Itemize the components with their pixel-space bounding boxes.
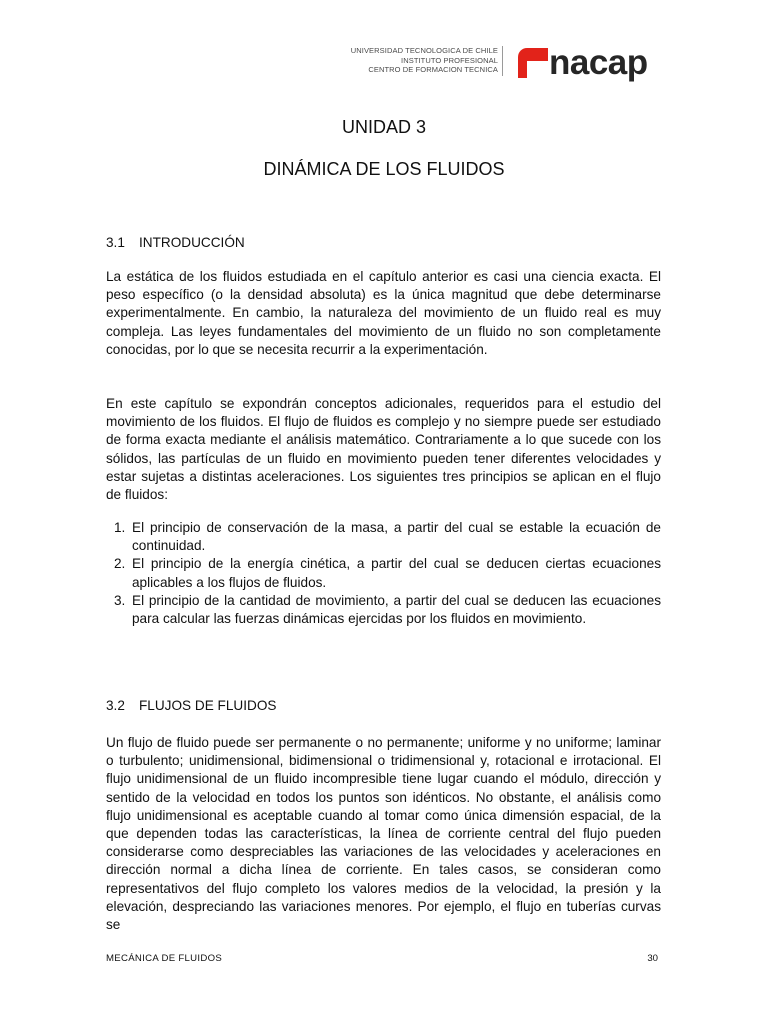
section-number: 3.1	[106, 235, 125, 250]
page-number: 30	[647, 953, 658, 964]
logo-mark-icon	[518, 48, 548, 78]
logo-text: nacap	[549, 43, 648, 82]
footer-course-name: MECÁNICA DE FLUIDOS	[106, 953, 223, 964]
principles-list	[114, 519, 661, 628]
section-title: FLUJOS DE FLUIDOS	[139, 698, 277, 713]
institution-line: CENTRO DE FORMACION TECNICA	[368, 65, 498, 75]
header-divider	[502, 46, 503, 76]
section-title: INTRODUCCIÓN	[139, 235, 245, 250]
list-text: El principio de la energía cinética, a partir del cual se deducen ciertas ecuaciones aplicables a los flujos de fluidos.	[132, 556, 661, 590]
section-heading	[106, 235, 245, 250]
list-item	[114, 592, 661, 628]
paragraph: Un flujo de fluido puede ser permanente o no permanente; uniforme y no uniforme; laminar o turbulento; unidimensional, bidimensional o tridimensional y, rotacional e irrotacional. El flujo unidimensional de un fluido incompresible tiene lugar cuando el módulo, dirección y sentido de la velocidad en todos los puntos son idénticos. No obstante, el análisis como flujo unidimensional es aceptable cuando al tomar como única dimensión espacial, de la que dependen todas las características, la línea de corriente central del flujo pueden considerarse como despreciables las variaciones de las velocidades y aceleraciones en dirección normal a dicha línea de corriente. En tales casos, se consideran como representativos del flujo completo los valores medios de la velocidad, la presión y la elevación, despreciando las variaciones menores. Por ejemplo, el flujo en tuberías curvas se	[106, 735, 661, 933]
institution-name	[351, 46, 498, 75]
list-number: 1.	[114, 520, 126, 535]
chapter-title: DINÁMICA DE LOS FLUIDOS	[263, 159, 505, 179]
list-number: 3.	[114, 592, 126, 608]
institution-line: UNIVERSIDAD TECNOLOGICA DE CHILE	[350, 46, 498, 55]
list-text: El principio de conservación de la masa, a partir del cual se estable la ecuación de continuidad.	[132, 520, 661, 554]
list-item	[114, 519, 661, 555]
paragraph: La estática de los fluidos estudiada en el capítulo anterior es casi una ciencia exacta. El peso específico (o la densidad absoluta) es la única magnitud que debe determinarse experimentalmente. En cambio, la naturaleza del movimiento de un fluido real es muy compleja. Las leyes fundamentales del movimiento de un fluido no son completamente conocidas, por lo que se necesita recurrir a la experimentación.	[106, 269, 661, 357]
inacap-logo	[518, 43, 648, 82]
unit-title: UNIDAD 3	[341, 117, 426, 137]
list-text: El principio de la cantidad de movimiento, a partir del cual se deducen las ecuaciones para calcular las fuerzas dinámicas ejercidas por los fluidos en movimiento.	[132, 592, 661, 627]
section-number: 3.2	[106, 698, 125, 713]
paragraph: En este capítulo se expondrán conceptos adicionales, requeridos para el estudio del movimiento de los fluidos. El flujo de fluidos es complejo y no siempre puede ser estudiado de forma exacta mediante el análisis matemático. Contrariamente a lo que sucede con los sólidos, las partículas de un fluido en movimiento pueden tener diferentes velocidades y estar sujetas a distintas aceleraciones. Los siguientes tres principios se aplican en el flujo de fluidos:	[106, 396, 661, 503]
list-number: 2.	[114, 556, 126, 572]
section-heading	[106, 698, 276, 713]
institution-line: INSTITUTO PROFESIONAL	[401, 55, 498, 65]
list-item	[114, 555, 661, 591]
